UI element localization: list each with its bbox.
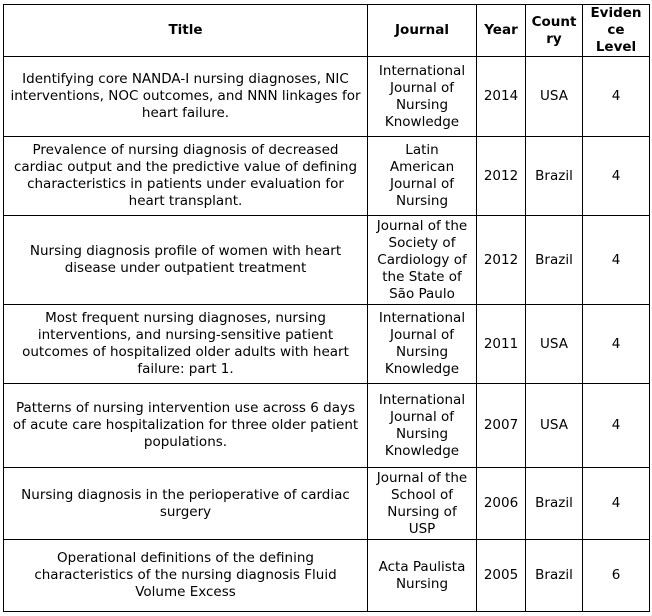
cell-title: Nursing diagnosis profile of women with heart disease under outpatient treatment [4, 216, 368, 305]
header-year: Year [477, 5, 526, 57]
cell-country: USA [526, 305, 583, 384]
studies-table [3, 4, 650, 612]
cell-title: Nursing diagnosis in the perioperative of cardiac surgery [4, 468, 368, 540]
cell-evidence-level: 4 [583, 384, 650, 468]
header-title: Title [4, 5, 368, 57]
table-row [4, 540, 650, 612]
table-row [4, 468, 650, 540]
table-row [4, 57, 650, 137]
cell-year: 2005 [477, 540, 526, 612]
cell-journal: Acta Paulista Nursing [368, 540, 477, 612]
cell-evidence-level: 4 [583, 57, 650, 137]
cell-year: 2007 [477, 384, 526, 468]
cell-title: Operational definitions of the defining characteristics of the nursing diagnosis Fluid Volume Excess [4, 540, 368, 612]
table-header-row [4, 5, 650, 57]
cell-year: 2006 [477, 468, 526, 540]
cell-title: Prevalence of nursing diagnosis of decreased cardiac output and the predictive value of defining characteristics in patients under evaluation for heart transplant. [4, 137, 368, 216]
cell-journal: Journal of the Society of Cardiology of the State of São Paulo [368, 216, 477, 305]
cell-country: USA [526, 57, 583, 137]
header-evidence-level: Eviden ce Level [583, 5, 650, 57]
cell-title: Most frequent nursing diagnoses, nursing interventions, and nursing-sensitive patient outcomes of hospitalized older adults with heart failure: part 1. [4, 305, 368, 384]
table-row [4, 305, 650, 384]
cell-title: Identifying core NANDA-I nursing diagnoses, NIC interventions, NOC outcomes, and NNN linkages for heart failure. [4, 57, 368, 137]
table-row [4, 137, 650, 216]
cell-country: Brazil [526, 216, 583, 305]
cell-evidence-level: 4 [583, 468, 650, 540]
cell-country: Brazil [526, 468, 583, 540]
cell-year: 2014 [477, 57, 526, 137]
header-country: Count ry [526, 5, 583, 57]
cell-country: Brazil [526, 540, 583, 612]
cell-journal: Journal of the School of Nursing of USP [368, 468, 477, 540]
cell-evidence-level: 4 [583, 216, 650, 305]
cell-year: 2012 [477, 137, 526, 216]
cell-journal: International Journal of Nursing Knowledge [368, 57, 477, 137]
cell-title: Patterns of nursing intervention use across 6 days of acute care hospitalization for three older patient populations. [4, 384, 368, 468]
cell-year: 2012 [477, 216, 526, 305]
header-journal: Journal [368, 5, 477, 57]
table-row [4, 216, 650, 305]
cell-journal: International Journal of Nursing Knowledge [368, 384, 477, 468]
cell-year: 2011 [477, 305, 526, 384]
cell-country: USA [526, 384, 583, 468]
cell-country: Brazil [526, 137, 583, 216]
cell-journal: International Journal of Nursing Knowledge [368, 305, 477, 384]
cell-journal: Latin American Journal of Nursing [368, 137, 477, 216]
cell-evidence-level: 4 [583, 305, 650, 384]
table-row [4, 384, 650, 468]
cell-evidence-level: 6 [583, 540, 650, 612]
cell-evidence-level: 4 [583, 137, 650, 216]
